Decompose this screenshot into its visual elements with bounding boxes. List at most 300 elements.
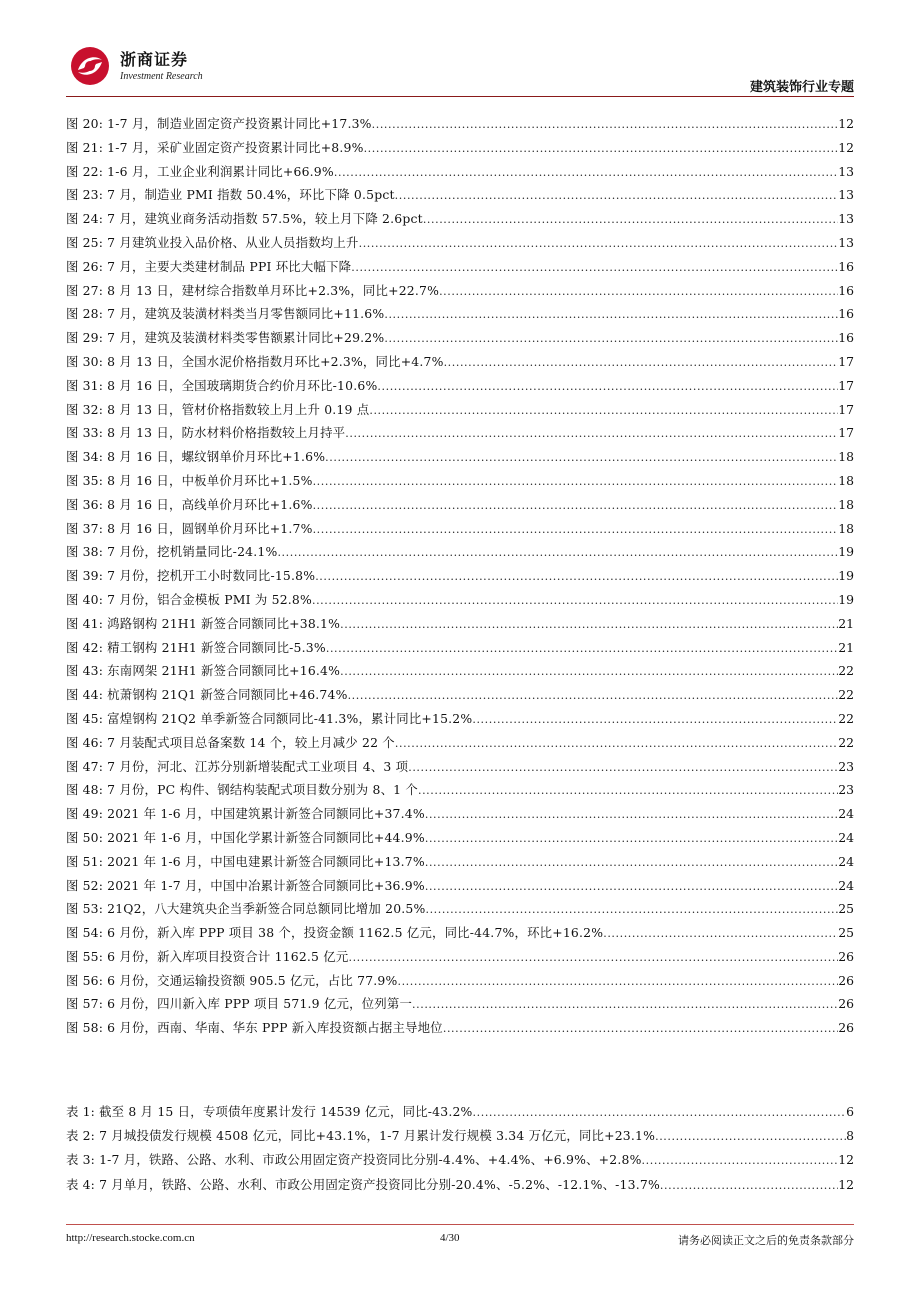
figure-entry-title	[66, 233, 359, 251]
figure-entry-page: 23	[838, 782, 854, 798]
figure-entry[interactable]	[66, 685, 854, 709]
dot-leader	[418, 784, 838, 797]
figure-entry-number: 42:	[82, 639, 104, 655]
figure-entry-page: 21	[838, 639, 854, 655]
figure-entry-title	[66, 209, 423, 227]
figure-entry-title	[66, 757, 408, 775]
figure-entry[interactable]	[66, 804, 854, 828]
figure-entry-caption: 6 月份，新入库项目投资合计 1162.5 亿元	[107, 948, 349, 964]
dot-leader	[443, 1022, 838, 1035]
figure-entry-title	[66, 852, 425, 870]
figure-entry-caption: 2021 年 1-6 月，中国化学累计新签合同额同比+44.9%	[107, 829, 425, 845]
table-entry-type: 表	[66, 1176, 79, 1192]
figure-entry[interactable]	[66, 185, 854, 209]
figure-entry-type: 图	[66, 282, 79, 298]
dot-leader	[425, 832, 838, 845]
figure-entry-page: 19	[838, 568, 854, 584]
footer-disclaimer: 请务必阅读正文之后的免责条款部分	[678, 1234, 854, 1247]
table-entry-number: 4:	[82, 1176, 96, 1192]
figure-entry-caption: 7 月，建筑及装潢材料类零售额累计同比+29.2%	[107, 330, 385, 346]
figure-entry[interactable]	[66, 209, 854, 233]
figure-entry-type: 图	[66, 806, 79, 822]
figure-entry-caption: 7 月份，挖机销量同比-24.1%	[107, 544, 278, 560]
figure-entry-type: 图	[66, 568, 79, 584]
dot-leader	[384, 308, 838, 321]
figure-entry-number: 51:	[82, 853, 104, 869]
figure-entry[interactable]	[66, 614, 854, 638]
figure-entry-caption: 7 月份，挖机开工小时数同比-15.8%	[107, 568, 316, 584]
figure-entry-type: 图	[66, 948, 79, 964]
figure-entry-page: 18	[838, 449, 854, 465]
figure-entry[interactable]	[66, 947, 854, 971]
dot-leader	[325, 451, 838, 464]
figure-entry-page: 17	[838, 353, 854, 369]
table-entry-title	[66, 1175, 660, 1193]
figure-entry-page: 26	[838, 996, 854, 1012]
figure-entry-caption: 杭萧钢构 21Q1 新签合同额同比+46.74%	[107, 687, 348, 703]
figure-entry[interactable]	[66, 828, 854, 852]
figure-entry-title	[66, 400, 369, 418]
figure-entry[interactable]	[66, 876, 854, 900]
figure-entry-type: 图	[66, 901, 79, 917]
figure-entry-type: 图	[66, 472, 79, 488]
dot-leader	[334, 166, 838, 179]
dot-leader	[340, 665, 838, 678]
figure-entry-number: 33:	[82, 425, 104, 441]
dot-leader	[642, 1154, 839, 1167]
figure-entry-page: 18	[838, 520, 854, 536]
table-entry[interactable]	[66, 1126, 854, 1150]
dot-leader	[472, 713, 838, 726]
table-entry-type: 表	[66, 1128, 79, 1144]
figure-entry-page: 25	[838, 925, 854, 941]
figure-entry-number: 21:	[82, 139, 104, 155]
figure-entry-page: 22	[838, 734, 854, 750]
figure-entry[interactable]	[66, 542, 854, 566]
figure-entry-type: 图	[66, 377, 79, 393]
figure-entry-type: 图	[66, 1020, 79, 1036]
dot-leader	[313, 523, 839, 536]
figure-entry-page: 24	[838, 829, 854, 845]
dot-leader	[408, 761, 838, 774]
figure-entry-type: 图	[66, 211, 79, 227]
figure-entry-caption: 6 月份，新入库 PPP 项目 38 个，投资金额 1162.5 亿元，同比-44.7%，环比+16.2%	[107, 925, 604, 941]
figure-entry-title	[66, 519, 313, 537]
dot-leader	[444, 356, 839, 369]
dot-leader	[372, 118, 839, 131]
figure-entry-page: 17	[838, 401, 854, 417]
dot-leader	[377, 380, 838, 393]
dot-leader	[395, 189, 839, 202]
dot-leader	[277, 546, 838, 559]
figure-entry-caption: 7 月份，河北、江苏分别新增装配式工业项目 4、3 项	[107, 758, 409, 774]
figure-entry-number: 37:	[82, 520, 104, 536]
table-entry-title	[66, 1102, 473, 1120]
figure-entry-title	[66, 1018, 443, 1036]
figure-entry-number: 36:	[82, 496, 104, 512]
figure-entry-type: 图	[66, 258, 79, 274]
figure-entry-number: 52:	[82, 877, 104, 893]
figure-entry-page: 23	[838, 758, 854, 774]
table-entry-number: 2:	[82, 1128, 96, 1144]
figure-entry-number: 27:	[82, 282, 104, 298]
figure-list	[66, 114, 854, 1042]
figure-entry-caption: 6 月份，交通运输投资额 905.5 亿元，占比 77.9%	[107, 972, 398, 988]
figure-entry-page: 25	[838, 901, 854, 917]
figure-entry-caption: 7 月装配式项目总备案数 14 个，较上月减少 22 个	[107, 734, 395, 750]
figure-entry[interactable]	[66, 162, 854, 186]
figure-entry-number: 38:	[82, 544, 104, 560]
figure-entry-title	[66, 138, 364, 156]
dot-leader	[423, 213, 838, 226]
figure-entry-page: 12	[838, 116, 854, 131]
figure-entry-number: 54:	[82, 925, 104, 941]
dot-leader	[412, 998, 838, 1011]
figure-entry[interactable]	[66, 566, 854, 590]
zheshang-logo-icon	[70, 46, 110, 86]
dot-leader	[395, 737, 838, 750]
table-entry-number: 3:	[82, 1152, 96, 1168]
figure-entry[interactable]	[66, 352, 854, 376]
figure-entry[interactable]	[66, 281, 854, 305]
figure-entry-number: 32:	[82, 401, 104, 417]
figure-entry-number: 35:	[82, 472, 104, 488]
figure-entry-type: 图	[66, 615, 79, 631]
figure-entry[interactable]	[66, 423, 854, 447]
figure-entry-caption: 鸿路钢构 21H1 新签合同额同比+38.1%	[107, 615, 341, 631]
figure-entry[interactable]	[66, 590, 854, 614]
footer-url[interactable]: http://research.stocke.com.cn	[66, 1232, 195, 1244]
report-type: 建筑装饰行业专题	[749, 80, 854, 95]
header-divider	[66, 96, 854, 97]
figure-entry-type: 图	[66, 116, 79, 131]
figure-entry-number: 28:	[82, 306, 104, 322]
figure-entry-page: 24	[838, 877, 854, 893]
figure-entry-type: 图	[66, 330, 79, 346]
figure-entry-title	[66, 590, 312, 608]
figure-entry-page: 22	[838, 687, 854, 703]
table-entry-number: 1:	[82, 1104, 96, 1119]
figure-entry[interactable]	[66, 257, 854, 281]
dot-leader	[313, 475, 839, 488]
figure-entry-caption: 8 月 16 日，圆钢单价月环比+1.7%	[107, 520, 313, 536]
figure-entry-caption: 东南网架 21H1 新签合同额同比+16.4%	[107, 663, 341, 679]
dot-leader	[364, 142, 839, 155]
figure-entry-page: 16	[838, 330, 854, 346]
figure-entry[interactable]	[66, 709, 854, 733]
figure-entry-page: 19	[838, 591, 854, 607]
figure-entry-type: 图	[66, 425, 79, 441]
figure-entry-title	[66, 947, 348, 965]
table-entry[interactable]	[66, 1150, 854, 1174]
dot-leader	[348, 689, 839, 702]
figure-entry-type: 图	[66, 163, 79, 179]
figure-entry[interactable]	[66, 923, 854, 947]
figure-entry-title	[66, 352, 444, 370]
figure-entry[interactable]	[66, 638, 854, 662]
table-entry-caption: 1-7 月，铁路、公路、水利、市政公用固定资产投资同比分别-4.4%、+4.4%、+6.9%、+2.8%	[99, 1152, 642, 1168]
dot-leader	[312, 594, 838, 607]
figure-entry-title	[66, 257, 351, 275]
figure-entry-caption: 8 月 13 日，管材价格指数较上月上升 0.19 点	[107, 401, 370, 417]
figure-entry-title	[66, 733, 395, 751]
table-entry-page: 12	[838, 1152, 854, 1168]
figure-entry-page: 13	[838, 211, 854, 227]
dot-leader	[348, 951, 838, 964]
figure-entry-number: 47:	[82, 758, 104, 774]
table-entry-page: 6	[846, 1104, 854, 1119]
dot-leader	[315, 570, 838, 583]
figure-entry-type: 图	[66, 853, 79, 869]
figure-entry-page: 24	[838, 806, 854, 822]
figure-entry-number: 55:	[82, 948, 104, 964]
figure-entry-caption: 21Q2，八大建筑央企当季新签合同总额同比增加 20.5%	[107, 901, 426, 917]
figure-entry-caption: 7 月，主要大类建材制品 PPI 环比大幅下降	[107, 258, 352, 274]
figure-entry-title	[66, 614, 340, 632]
figure-entry-page: 17	[838, 377, 854, 393]
page-footer	[66, 1232, 854, 1250]
figure-entry-caption: 8 月 16 日，螺纹钢单价月环比+1.6%	[107, 449, 326, 465]
dot-leader	[425, 808, 838, 821]
figure-entry-title	[66, 304, 384, 322]
figure-entry-caption: 富煌钢构 21Q2 单季新签合同额同比-41.3%，累计同比+15.2%	[107, 710, 473, 726]
dot-leader	[313, 499, 839, 512]
dot-leader	[326, 642, 838, 655]
figure-entry-number: 34:	[82, 449, 104, 465]
figure-entry-type: 图	[66, 234, 79, 250]
figure-entry-title	[66, 828, 425, 846]
figure-entry-title	[66, 899, 425, 917]
figure-entry-number: 20:	[82, 116, 104, 131]
dot-leader	[425, 856, 838, 869]
figure-entry[interactable]	[66, 495, 854, 519]
figure-entry-page: 16	[838, 258, 854, 274]
figure-entry-number: 49:	[82, 806, 104, 822]
figure-entry-page: 13	[838, 163, 854, 179]
table-entry[interactable]	[66, 1175, 854, 1199]
figure-entry-page: 18	[838, 472, 854, 488]
table-entry-caption: 7 月单月，铁路、公路、水利、市政公用固定资产投资同比分别-20.4%、-5.2%、-12.1%、-13.7%	[99, 1176, 660, 1192]
figure-entry-type: 图	[66, 401, 79, 417]
figure-entry-caption: 2021 年 1-6 月，中国电建累计新签合同额同比+13.7%	[107, 853, 425, 869]
figure-entry-caption: 2021 年 1-7 月，中国中冶累计新签合同额同比+36.9%	[107, 877, 425, 893]
figure-entry-title	[66, 471, 313, 489]
figure-entry-number: 26:	[82, 258, 104, 274]
figure-entry-title	[66, 709, 472, 727]
figure-entry[interactable]	[66, 519, 854, 543]
figure-entry[interactable]	[66, 233, 854, 257]
figure-entry[interactable]	[66, 661, 854, 685]
figure-entry-page: 26	[838, 1020, 854, 1036]
table-entry-type: 表	[66, 1104, 79, 1119]
figure-entry-page: 16	[838, 282, 854, 298]
figure-entry-number: 56:	[82, 972, 104, 988]
figure-entry-type: 图	[66, 139, 79, 155]
figure-entry-caption: 7 月份，铝合金模板 PMI 为 52.8%	[107, 591, 312, 607]
table-entry-type: 表	[66, 1152, 79, 1168]
table-entry-title	[66, 1126, 655, 1144]
figure-entry[interactable]	[66, 304, 854, 328]
figure-entry-title	[66, 376, 377, 394]
dot-leader	[655, 1130, 846, 1143]
figure-entry-title	[66, 661, 340, 679]
figure-entry-type: 图	[66, 639, 79, 655]
figure-entry-title	[66, 423, 345, 441]
dot-leader	[660, 1179, 838, 1192]
figure-entry-caption: 6 月份，西南、华南、华东 PPP 新入库投资额占据主导地位	[107, 1020, 443, 1036]
figure-entry-title	[66, 328, 384, 346]
figure-entry-page: 24	[838, 853, 854, 869]
figure-entry-caption: 7 月，制造业 PMI 指数 50.4%，环比下降 0.5pct	[107, 187, 395, 203]
figure-entry-title	[66, 876, 425, 894]
dot-leader	[384, 332, 838, 345]
figure-entry-number: 23:	[82, 187, 104, 203]
figure-entry-caption: 8 月 16 日，全国玻璃期货合约价月环比-10.6%	[107, 377, 378, 393]
figure-entry-type: 图	[66, 710, 79, 726]
figure-entry-title	[66, 994, 412, 1012]
figure-entry-type: 图	[66, 972, 79, 988]
figure-entry-number: 31:	[82, 377, 104, 393]
dot-leader	[351, 261, 838, 274]
figure-entry-title	[66, 185, 395, 203]
figure-entry-page: 26	[838, 972, 854, 988]
figure-entry-number: 45:	[82, 710, 104, 726]
page-header	[66, 40, 854, 96]
figure-entry-type: 图	[66, 877, 79, 893]
figure-entry[interactable]	[66, 471, 854, 495]
figure-entry-type: 图	[66, 734, 79, 750]
figure-entry-title	[66, 281, 439, 299]
page-number: 4/30	[440, 1232, 460, 1244]
figure-entry[interactable]	[66, 114, 854, 138]
figure-entry-page: 12	[838, 139, 854, 155]
figure-entry-type: 图	[66, 758, 79, 774]
figure-entry-title	[66, 542, 277, 560]
brand-name-cn: 浙商证券	[120, 50, 189, 69]
figure-entry-caption: 7 月建筑业投入品价格、从业人员指数均上升	[107, 234, 359, 250]
dot-leader	[345, 427, 838, 440]
figure-entry-caption: 8 月 16 日，中板单价月环比+1.5%	[107, 472, 313, 488]
table-entry-page: 12	[838, 1176, 854, 1192]
figure-entry-type: 图	[66, 687, 79, 703]
figure-entry-title	[66, 780, 418, 798]
figure-entry[interactable]	[66, 899, 854, 923]
table-entry-caption: 7 月城投债发行规模 4508 亿元，同比+43.1%，1-7 月累计发行规模 3.34 万亿元，同比+23.1%	[99, 1128, 656, 1144]
figure-entry-caption: 8 月 16 日，高线单价月环比+1.6%	[107, 496, 313, 512]
figure-entry-number: 41:	[82, 615, 104, 631]
figure-entry-title	[66, 495, 313, 513]
figure-entry-type: 图	[66, 829, 79, 845]
figure-entry-number: 22:	[82, 163, 104, 179]
figure-entry-caption: 1-7 月，制造业固定资产投资累计同比+17.3%	[107, 116, 372, 131]
figure-entry-page: 17	[838, 425, 854, 441]
figure-entry-page: 13	[838, 187, 854, 203]
table-entry-title	[66, 1150, 642, 1168]
figure-entry[interactable]	[66, 376, 854, 400]
figure-entry-number: 24:	[82, 211, 104, 227]
table-entry-caption: 截至 8 月 15 日，专项债年度累计发行 14539 亿元，同比-43.2%	[99, 1104, 473, 1119]
figure-entry-caption: 精工钢构 21H1 新签合同额同比-5.3%	[107, 639, 326, 655]
figure-entry-caption: 7 月份，PC 构件、钢结构装配式项目数分别为 8、1 个	[107, 782, 418, 798]
figure-entry[interactable]	[66, 328, 854, 352]
figure-entry-caption: 8 月 13 日，建材综合指数单月环比+2.3%，同比+22.7%	[107, 282, 440, 298]
figure-entry-number: 44:	[82, 687, 104, 703]
figure-entry-caption: 6 月份，四川新入库 PPP 项目 571.9 亿元，位列第一	[107, 996, 413, 1012]
figure-entry-type: 图	[66, 496, 79, 512]
figure-entry-caption: 2021 年 1-6 月，中国建筑累计新签合同额同比+37.4%	[107, 806, 425, 822]
figure-entry-page: 16	[838, 306, 854, 322]
figure-entry-title	[66, 638, 326, 656]
dot-leader	[425, 903, 838, 916]
figure-entry[interactable]	[66, 852, 854, 876]
figure-entry[interactable]	[66, 138, 854, 162]
figure-entry-title	[66, 923, 603, 941]
figure-entry-caption: 1-6 月，工业企业利润累计同比+66.9%	[107, 163, 334, 179]
figure-entry-type: 图	[66, 925, 79, 941]
dot-leader	[359, 237, 839, 250]
figure-entry-number: 40:	[82, 591, 104, 607]
figure-entry-type: 图	[66, 591, 79, 607]
figure-entry[interactable]	[66, 1018, 854, 1042]
figure-entry-number: 53:	[82, 901, 104, 917]
figure-entry[interactable]	[66, 757, 854, 781]
figure-entry-type: 图	[66, 520, 79, 536]
figure-entry-number: 29:	[82, 330, 104, 346]
figure-entry-number: 46:	[82, 734, 104, 750]
figure-entry[interactable]	[66, 971, 854, 995]
figure-entry-page: 19	[838, 544, 854, 560]
figure-entry-type: 图	[66, 663, 79, 679]
dot-leader	[369, 404, 838, 417]
figure-entry-number: 43:	[82, 663, 104, 679]
table-entry-page: 8	[846, 1128, 854, 1144]
figure-entry-caption: 7 月，建筑及装潢材料类当月零售额同比+11.6%	[107, 306, 385, 322]
figure-entry-number: 57:	[82, 996, 104, 1012]
dot-leader	[397, 975, 838, 988]
figure-entry[interactable]	[66, 447, 854, 471]
figure-entry-caption: 8 月 13 日，全国水泥价格指数月环比+2.3%，同比+4.7%	[107, 353, 444, 369]
table-entry[interactable]	[66, 1102, 854, 1126]
figure-entry-type: 图	[66, 449, 79, 465]
figure-entry-title	[66, 566, 315, 584]
figure-entry[interactable]	[66, 994, 854, 1018]
footer-divider	[66, 1224, 854, 1225]
figure-entry-type: 图	[66, 187, 79, 203]
dot-leader	[340, 618, 838, 631]
figure-entry-type: 图	[66, 353, 79, 369]
figure-entry-page: 22	[838, 663, 854, 679]
figure-entry-title	[66, 114, 372, 132]
figure-entry-number: 50:	[82, 829, 104, 845]
figure-entry-type: 图	[66, 996, 79, 1012]
figure-entry-title	[66, 685, 348, 703]
figure-entry-title	[66, 804, 425, 822]
figure-entry-page: 13	[838, 234, 854, 250]
figure-entry-type: 图	[66, 306, 79, 322]
figure-entry-number: 48:	[82, 782, 104, 798]
figure-entry[interactable]	[66, 780, 854, 804]
figure-entry-page: 22	[838, 710, 854, 726]
figure-entry-title	[66, 162, 334, 180]
figure-entry-page: 26	[838, 948, 854, 964]
figure-entry[interactable]	[66, 733, 854, 757]
figure-entry-caption: 1-7 月，采矿业固定资产投资累计同比+8.9%	[107, 139, 364, 155]
brand-name-en: Investment Research	[120, 71, 203, 82]
table-list	[66, 1102, 854, 1199]
figure-entry-caption: 8 月 13 日，防水材料价格指数较上月持平	[107, 425, 346, 441]
figure-entry[interactable]	[66, 400, 854, 424]
brand-logo	[66, 40, 216, 90]
